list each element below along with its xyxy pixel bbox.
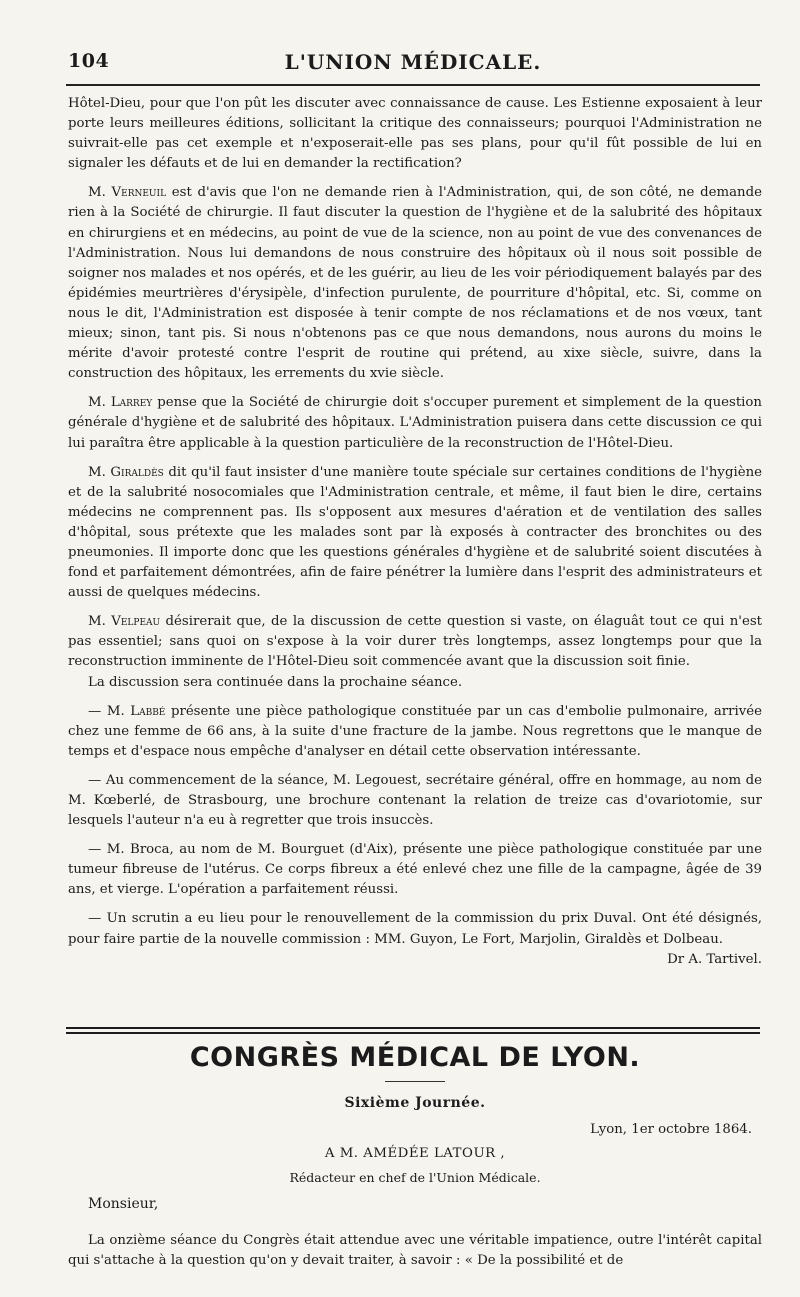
paragraph-text: pense que la Société de chirurgie doit s'occuper purement et simplement de la question générale d'hygiène et de salubrité des hôpitaux. L'Administration puisera dans cette discussion ce qui lui paraîtra être applicable à la question particulière de la reconstruction de l'Hôtel-Dieu. <box>68 395 762 451</box>
body-paragraph <box>68 183 762 384</box>
congress-title: CONGRÈS MÉDICAL DE LYON. <box>189 1042 641 1073</box>
body-paragraph <box>68 393 762 453</box>
body-paragraph <box>68 840 762 900</box>
signature: Dr A. Tartivel. <box>667 951 762 967</box>
running-title: L'UNION MÉDICALE. <box>284 50 542 74</box>
speaker-name: M. Giraldès <box>88 464 164 480</box>
paragraph-text: Hôtel-Dieu, pour que l'on pût les discuter avec connaissance de cause. Les Estienne exposaient à leur porte leurs meilleures éditions, sollicitant la critique des connaisseurs; pourquoi l'Administration ne suivrait-elle pas cet exemple et n'exposerait-elle pas ses plans, pour qu'il fût possible de lui en signaler les défauts et de lui en demander la rectification? <box>68 96 762 172</box>
addressee: A M. AMÉDÉE LATOUR , <box>324 1146 506 1161</box>
dateline: Lyon, 1er octobre 1864. <box>590 1122 752 1137</box>
title-underline <box>385 1081 445 1082</box>
salutation: Monsieur, <box>88 1196 159 1212</box>
speaker-name: M. Larrey <box>88 395 153 411</box>
editor-line: Rédacteur en chef de l'Union Médicale. <box>289 1170 541 1185</box>
paragraph-text: La discussion sera continuée dans la prochaine séance. <box>88 674 463 690</box>
body-paragraph <box>68 673 762 693</box>
body-paragraph <box>68 702 762 762</box>
paragraph-text: — Au commencement de la séance, M. Legouest, secrétaire général, offre en hommage, au nom de M. Kœberlé, de Strasbourg, une brochure contenant la relation de treize cas d'ovariotomie, sur lesquels l'auteur n'a eu à regretter que trois insuccès. <box>68 772 762 829</box>
header-rule <box>66 84 760 86</box>
page-number: 104 <box>68 50 110 72</box>
paragraph-text: — M. Broca, au nom de M. Bourguet (d'Aix), présente une pièce pathologique constituée par une tumeur fibreuse de l'utérus. Ce corps fibreux a été enlevé chez une fille de la campagne, âgée de 39 ans, et vierge. L'opération a parfaitement réussi. <box>68 842 762 898</box>
section-double-rule <box>66 1027 760 1034</box>
body-paragraph <box>68 612 762 672</box>
speaker-name: — M. Labbé <box>88 703 166 719</box>
letter-opening-paragraph: La onzième séance du Congrès était attendue avec une véritable impatience, outre l'intérêt capital qui s'attache à la question qu'on y devait traiter, à savoir : « De la possibilité et de <box>68 1233 762 1269</box>
paragraph-text: est d'avis que l'on ne demande rien à l'Administration, qui, de son côté, ne demande rien à la Société de chirurgie. Il faut discuter la question de l'hygiène et de la salubrité des hôpitaux en chirurgiens et en médecins, au point de vue de la science, non au point de vue des convenances de l'Administration. Nous lui demandons de nous construire des hôpitaux où il nous soit possible de soigner nos malades et nos opérés, et de les guérir, au lieu de les voir périodiquement balayés par des épidémies meurtrières d'érysipèle, d'infection purulente, de pourriture d'hôpital, etc. Si, comme on nous le dit, l'Administration est disposée à tenir compte de nos réclamations et de nos vœux, tant mieux; sinon, tant pis. Si nous n'obtenons pas ce que nous demandons, nous aurons du moins le mérite d'avoir protesté contre l'esprit de routine qui prétend, au xixe siècle, suivre, dans la construction des hôpitaux, les errements du xvie siècle. <box>68 185 762 382</box>
paragraph-text: — Un scrutin a eu lieu pour le renouvellement de la commission du prix Duval. Ont été désignés, pour faire partie de la nouvelle commission : MM. Guyon, Le Fort, Marjolin, Giraldès et Dolbeau. <box>68 911 762 947</box>
paragraph-text: dit qu'il faut insister d'une manière toute spéciale sur certaines conditions de l'hygiène et de la salubrité nosocomiales que l'Administration centrale, et même, il faut bien le dire, certains médecins ne comprennent pas. Ils s'opposent aux mesures d'aération et de ventilation des salles d'hôpital, sous prétexte que les malades sont par là exposés à contracter des bronchites ou des pneumonies. Il importe donc que les questions générales d'hygiène et de salubrité soient discutées à fond et parfaitement démontrées, afin de faire pénétrer la lumière dans l'esprit des administrateurs et aussi de quelques médecins. <box>68 464 763 601</box>
article-body <box>68 94 762 970</box>
paragraph-text: présente une pièce pathologique constituée par un cas d'embolie pulmonaire, arrivée chez une femme de 66 ans, à la suite d'une fracture de la jambe. Nous regrettons que le manque de temps et d'espace nous empêche d'analyser en détail cette observation intéressante. <box>68 703 762 759</box>
paragraph-text: désirerait que, de la discussion de cette question si vaste, on élaguât tout ce qui n'est pas essentiel; sans quoi on s'expose à la voir durer très longtemps, assez longtemps pour que la reconstruction imminente de l'Hôtel-Dieu soit commencée avant que la discussion soit finie. <box>68 614 762 670</box>
speaker-name: M. Velpeau <box>88 614 161 630</box>
body-paragraph <box>68 771 762 831</box>
page-header <box>68 50 758 76</box>
body-paragraph <box>68 94 762 174</box>
body-paragraph <box>68 909 762 967</box>
speaker-name: M. Verneuil <box>88 185 167 201</box>
day-title: Sixième Journée. <box>344 1095 486 1111</box>
body-paragraph <box>68 463 762 604</box>
